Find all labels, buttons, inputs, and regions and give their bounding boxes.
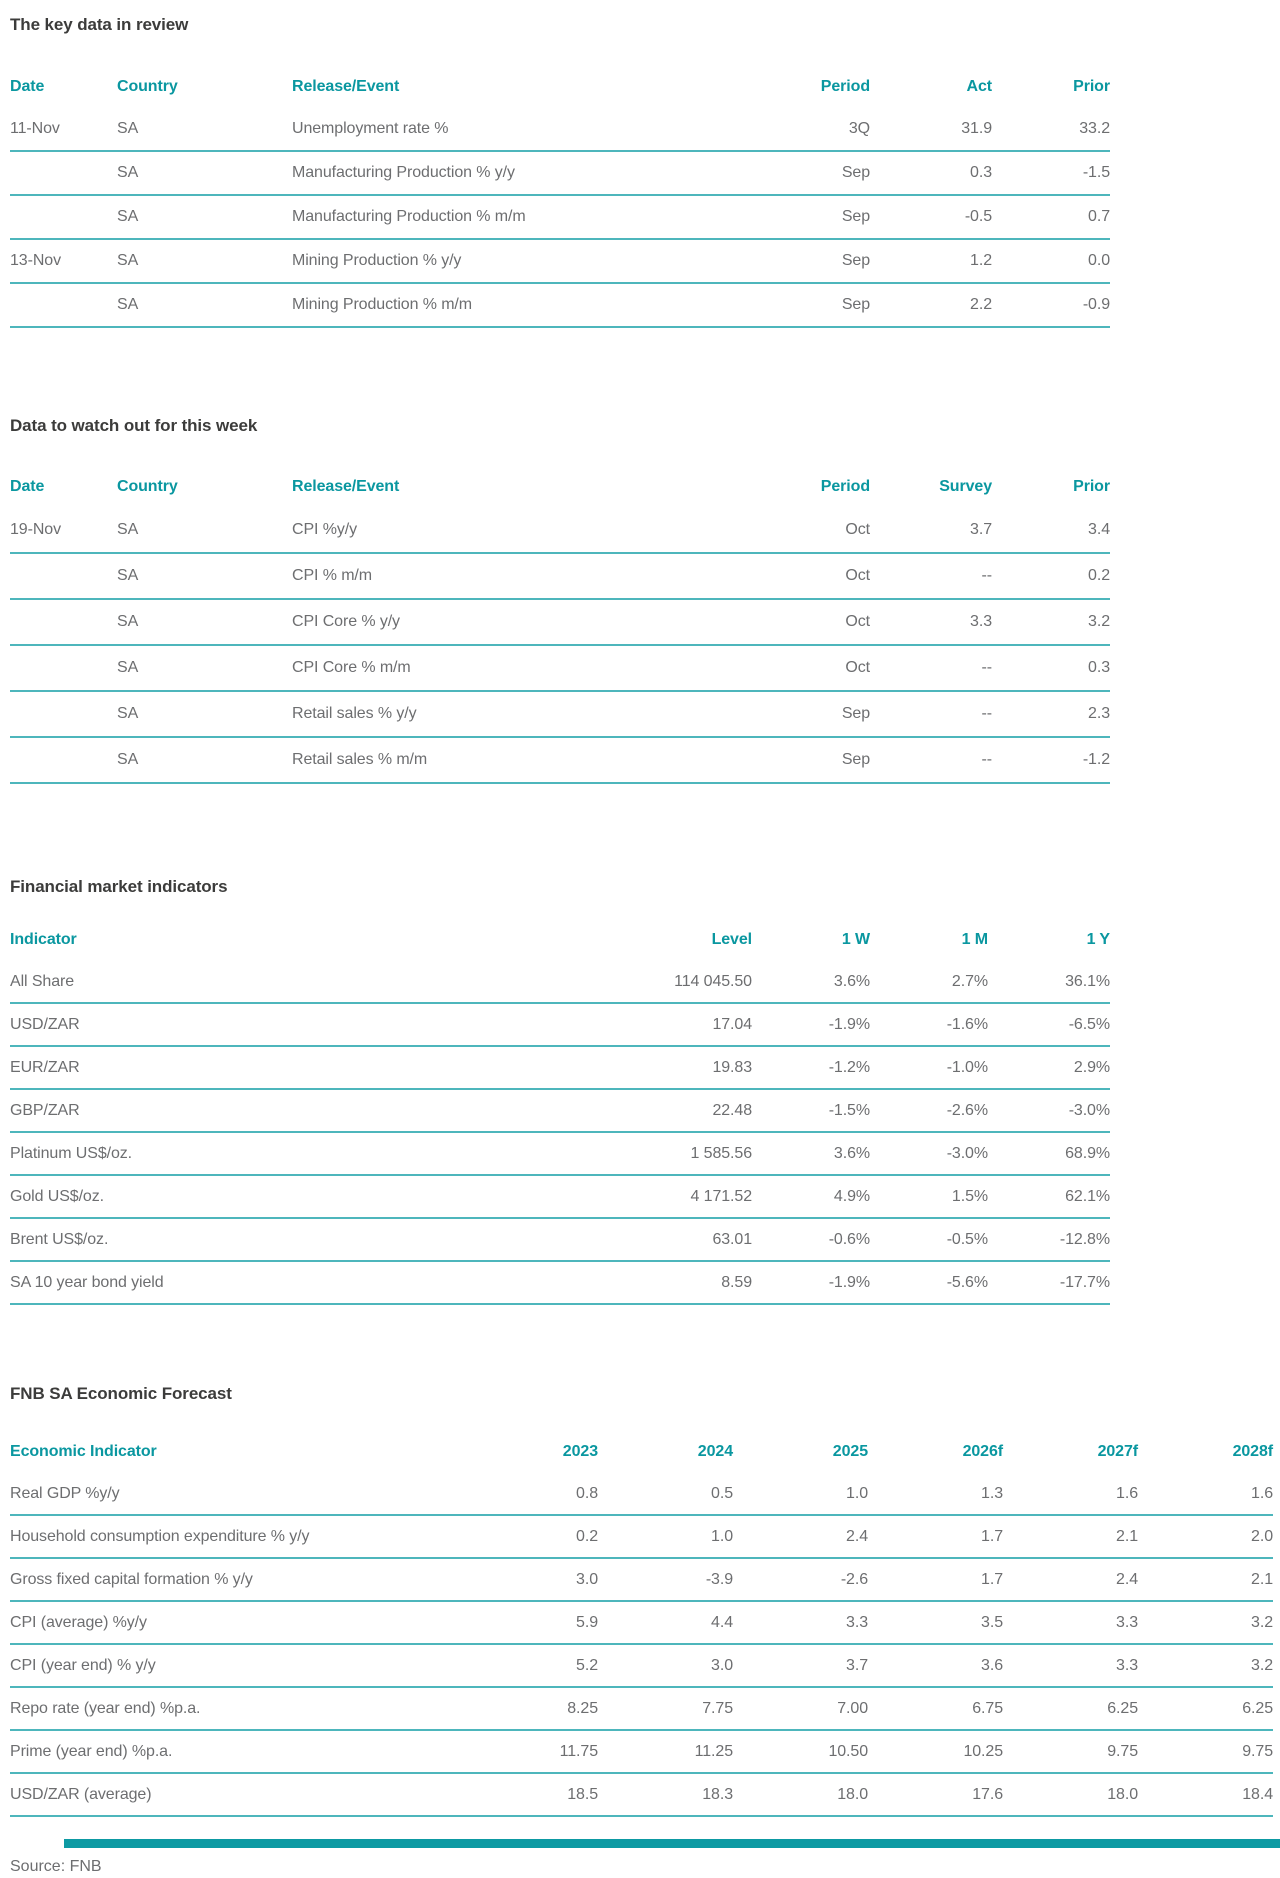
table-cell: --	[870, 737, 992, 783]
column-header: 2026f	[962, 1443, 1003, 1460]
table-cell: 1.7	[868, 1558, 1003, 1601]
table-cell: 114 045.50	[562, 961, 752, 1003]
table-cell: 2.2	[870, 283, 992, 327]
table-cell: 9.75	[1138, 1730, 1273, 1773]
table-cell: Sep	[660, 239, 870, 283]
table-cell: -1.5	[992, 151, 1110, 195]
table-cell: 11.75	[463, 1730, 598, 1773]
table-cell: 1.3	[868, 1473, 1003, 1515]
table-cell: 3.7	[733, 1644, 868, 1687]
table-cell: 33.2	[992, 108, 1110, 151]
column-header: Country	[117, 478, 178, 495]
table-cell: 11.25	[598, 1730, 733, 1773]
table-cell: 7.00	[733, 1687, 868, 1730]
table-cell: 3.6%	[752, 1132, 870, 1175]
table-cell: 1.6	[1138, 1473, 1273, 1515]
table-row	[10, 1175, 1110, 1218]
table-cell: 1.6	[1003, 1473, 1138, 1515]
header-row	[10, 66, 1110, 108]
table-cell: 5.2	[463, 1644, 598, 1687]
header-row	[10, 1431, 1273, 1473]
table-row	[10, 1473, 1273, 1515]
table-cell: -2.6%	[870, 1089, 988, 1132]
table-cell: -1.0%	[870, 1046, 988, 1089]
table-cell: Repo rate (year end) %p.a.	[10, 1687, 463, 1730]
column-header: Release/Event	[292, 78, 400, 95]
table-cell: CPI Core % y/y	[292, 599, 660, 645]
table-cell: 63.01	[562, 1218, 752, 1261]
table-cell: -2.6	[733, 1558, 868, 1601]
footer-accent-bar	[64, 1839, 1280, 1848]
table-cell: 1.0	[598, 1515, 733, 1558]
table-cell: 3.2	[1138, 1644, 1273, 1687]
table-cell: 3.3	[1003, 1644, 1138, 1687]
table-row	[10, 1046, 1110, 1089]
table-cell	[10, 151, 117, 195]
table-cell: 0.0	[992, 239, 1110, 283]
table-cell: 2.4	[1003, 1558, 1138, 1601]
table-cell: Sep	[660, 691, 870, 737]
table-cell: 18.3	[598, 1773, 733, 1816]
table-cell: SA	[117, 108, 292, 151]
table-cell: 2.3	[992, 691, 1110, 737]
table-cell: 8.25	[463, 1687, 598, 1730]
table-cell: 5.9	[463, 1601, 598, 1644]
table-row	[10, 1644, 1273, 1687]
table-cell: SA	[117, 553, 292, 599]
table-cell: 18.0	[733, 1773, 868, 1816]
table-cell: 1.5%	[870, 1175, 988, 1218]
table-cell: -3.9	[598, 1558, 733, 1601]
table-cell: 2.7%	[870, 961, 988, 1003]
column-header: 2025	[832, 1443, 868, 1460]
table-cell: 0.7	[992, 195, 1110, 239]
column-header: 1 M	[961, 931, 988, 948]
key-data-table	[10, 66, 1110, 328]
table-cell: 2.1	[1003, 1515, 1138, 1558]
table-cell: 3.4	[992, 508, 1110, 553]
table-cell: 19.83	[562, 1046, 752, 1089]
table-cell: 11-Nov	[10, 108, 117, 151]
table-cell: -0.6%	[752, 1218, 870, 1261]
table-cell	[10, 599, 117, 645]
table-cell: Mining Production % y/y	[292, 239, 660, 283]
table-cell: GBP/ZAR	[10, 1089, 562, 1132]
table-row	[10, 1089, 1110, 1132]
column-header: 2024	[697, 1443, 733, 1460]
table-cell: Retail sales % m/m	[292, 737, 660, 783]
table-row	[10, 961, 1110, 1003]
table-row	[10, 195, 1110, 239]
table-cell: 0.2	[992, 553, 1110, 599]
table-cell: 31.9	[870, 108, 992, 151]
table-cell: Oct	[660, 645, 870, 691]
column-header: Act	[966, 78, 992, 95]
table-cell: 0.3	[870, 151, 992, 195]
table-row	[10, 1730, 1273, 1773]
table-cell: 0.8	[463, 1473, 598, 1515]
table-cell: -6.5%	[988, 1003, 1110, 1046]
table-cell: SA	[117, 151, 292, 195]
column-header: Period	[820, 478, 870, 495]
table-cell: SA	[117, 599, 292, 645]
table-cell: USD/ZAR	[10, 1003, 562, 1046]
table-cell: 1 585.56	[562, 1132, 752, 1175]
table-cell: Real GDP %y/y	[10, 1473, 463, 1515]
table-cell: 10.25	[868, 1730, 1003, 1773]
table-cell: SA	[117, 691, 292, 737]
source-note: Source: FNB	[10, 1858, 102, 1875]
table-cell: SA	[117, 737, 292, 783]
table-cell	[10, 195, 117, 239]
table-cell: CPI % m/m	[292, 553, 660, 599]
table-cell: -3.0%	[988, 1089, 1110, 1132]
table-row	[10, 239, 1110, 283]
table-cell: 3.0	[598, 1644, 733, 1687]
table-cell: -0.5	[870, 195, 992, 239]
table-cell: --	[870, 691, 992, 737]
table-cell: CPI (average) %y/y	[10, 1601, 463, 1644]
table-cell: 10.50	[733, 1730, 868, 1773]
table-cell: 3.0	[463, 1558, 598, 1601]
table-row	[10, 1687, 1273, 1730]
column-header: Period	[820, 78, 870, 95]
table-cell: --	[870, 645, 992, 691]
forecast-table	[10, 1431, 1273, 1817]
table-cell: Oct	[660, 553, 870, 599]
table-cell: Brent US$/oz.	[10, 1218, 562, 1261]
table-cell: 36.1%	[988, 961, 1110, 1003]
table-cell: Mining Production % m/m	[292, 283, 660, 327]
table-cell: 3.6	[868, 1644, 1003, 1687]
table-row	[10, 1003, 1110, 1046]
section-title-forecast: FNB SA Economic Forecast	[10, 1384, 232, 1403]
table-cell: -0.5%	[870, 1218, 988, 1261]
table-cell: Prime (year end) %p.a.	[10, 1730, 463, 1773]
table-cell: Gross fixed capital formation % y/y	[10, 1558, 463, 1601]
table-cell: 3Q	[660, 108, 870, 151]
table-cell: 3.6%	[752, 961, 870, 1003]
table-cell: 0.3	[992, 645, 1110, 691]
table-cell: --	[870, 553, 992, 599]
table-cell: Platinum US$/oz.	[10, 1132, 562, 1175]
table-cell: 18.0	[1003, 1773, 1138, 1816]
table-row	[10, 508, 1110, 553]
table-cell: Household consumption expenditure % y/y	[10, 1515, 463, 1558]
watch-week-table	[10, 466, 1110, 784]
header-row	[10, 919, 1110, 961]
table-cell: USD/ZAR (average)	[10, 1773, 463, 1816]
table-cell: SA	[117, 195, 292, 239]
table-cell: All Share	[10, 961, 562, 1003]
table-cell: 4 171.52	[562, 1175, 752, 1218]
table-cell: Sep	[660, 151, 870, 195]
table-cell: SA	[117, 508, 292, 553]
table-cell: Sep	[660, 195, 870, 239]
table-row	[10, 108, 1110, 151]
table-row	[10, 1132, 1110, 1175]
table-cell: -5.6%	[870, 1261, 988, 1304]
table-cell: -1.5%	[752, 1089, 870, 1132]
table-row	[10, 1261, 1110, 1304]
table-cell: 6.25	[1003, 1687, 1138, 1730]
table-cell: 13-Nov	[10, 239, 117, 283]
table-row	[10, 1601, 1273, 1644]
table-cell: 19-Nov	[10, 508, 117, 553]
table-cell: 3.5	[868, 1601, 1003, 1644]
table-cell	[10, 283, 117, 327]
column-header: Level	[711, 931, 752, 948]
table-row	[10, 1558, 1273, 1601]
table-cell: 3.2	[992, 599, 1110, 645]
column-header: Prior	[1073, 78, 1110, 95]
table-cell: 18.4	[1138, 1773, 1273, 1816]
table-cell: 1.2	[870, 239, 992, 283]
table-cell: Gold US$/oz.	[10, 1175, 562, 1218]
table-cell: 8.59	[562, 1261, 752, 1304]
table-cell: -1.6%	[870, 1003, 988, 1046]
column-header: Country	[117, 78, 178, 95]
column-header: 2027f	[1097, 1443, 1138, 1460]
table-cell: Sep	[660, 283, 870, 327]
table-cell: 62.1%	[988, 1175, 1110, 1218]
table-cell: Manufacturing Production % y/y	[292, 151, 660, 195]
table-cell: 3.2	[1138, 1601, 1273, 1644]
table-cell: -1.9%	[752, 1003, 870, 1046]
table-cell: 1.0	[733, 1473, 868, 1515]
table-cell: 6.25	[1138, 1687, 1273, 1730]
table-row	[10, 283, 1110, 327]
table-cell: SA	[117, 239, 292, 283]
table-cell: SA	[117, 645, 292, 691]
market-indicators-table	[10, 919, 1110, 1305]
table-cell: -1.2	[992, 737, 1110, 783]
column-header: 2023	[562, 1443, 598, 1460]
table-row	[10, 737, 1110, 783]
column-header: 1 Y	[1086, 931, 1110, 948]
table-cell: 3.7	[870, 508, 992, 553]
table-row	[10, 599, 1110, 645]
table-cell: -1.9%	[752, 1261, 870, 1304]
table-cell	[10, 737, 117, 783]
table-row	[10, 645, 1110, 691]
table-cell: Manufacturing Production % m/m	[292, 195, 660, 239]
table-cell: Sep	[660, 737, 870, 783]
table-cell: -3.0%	[870, 1132, 988, 1175]
column-header: Prior	[1073, 478, 1110, 495]
table-cell	[10, 553, 117, 599]
table-cell: -1.2%	[752, 1046, 870, 1089]
column-header: 1 W	[841, 931, 870, 948]
table-cell: 17.6	[868, 1773, 1003, 1816]
table-row	[10, 553, 1110, 599]
table-cell: Retail sales % y/y	[292, 691, 660, 737]
table-row	[10, 1218, 1110, 1261]
column-header: Release/Event	[292, 478, 400, 495]
column-header: Date	[10, 478, 45, 495]
table-cell: 2.9%	[988, 1046, 1110, 1089]
table-cell: 9.75	[1003, 1730, 1138, 1773]
table-cell: SA 10 year bond yield	[10, 1261, 562, 1304]
header-row	[10, 466, 1110, 508]
table-cell: 22.48	[562, 1089, 752, 1132]
table-row	[10, 1773, 1273, 1816]
table-cell: -0.9	[992, 283, 1110, 327]
table-cell	[10, 645, 117, 691]
table-cell: Unemployment rate %	[292, 108, 660, 151]
table-row	[10, 691, 1110, 737]
table-cell: EUR/ZAR	[10, 1046, 562, 1089]
table-cell: 3.3	[1003, 1601, 1138, 1644]
column-header: Survey	[939, 478, 992, 495]
table-cell: -12.8%	[988, 1218, 1110, 1261]
table-cell: 68.9%	[988, 1132, 1110, 1175]
table-cell: 0.5	[598, 1473, 733, 1515]
table-cell: CPI Core % m/m	[292, 645, 660, 691]
table-cell: SA	[117, 283, 292, 327]
table-cell: 3.3	[870, 599, 992, 645]
section-title-watch-week: Data to watch out for this week	[10, 416, 258, 435]
table-cell: 2.4	[733, 1515, 868, 1558]
section-title-key-data: The key data in review	[10, 15, 189, 34]
table-cell: 2.0	[1138, 1515, 1273, 1558]
table-row	[10, 1515, 1273, 1558]
table-cell: 2.1	[1138, 1558, 1273, 1601]
table-cell: 0.2	[463, 1515, 598, 1558]
table-cell: 17.04	[562, 1003, 752, 1046]
column-header: Indicator	[10, 931, 77, 948]
column-header: 2028f	[1232, 1443, 1273, 1460]
table-cell: -17.7%	[988, 1261, 1110, 1304]
table-cell: Oct	[660, 508, 870, 553]
table-row	[10, 151, 1110, 195]
section-title-market-indicators: Financial market indicators	[10, 877, 228, 896]
table-cell: Oct	[660, 599, 870, 645]
table-cell: 7.75	[598, 1687, 733, 1730]
column-header: Date	[10, 78, 45, 95]
column-header: Economic Indicator	[10, 1443, 157, 1460]
table-cell: 4.4	[598, 1601, 733, 1644]
table-cell: 18.5	[463, 1773, 598, 1816]
table-cell	[10, 691, 117, 737]
table-cell: 6.75	[868, 1687, 1003, 1730]
table-cell: CPI %y/y	[292, 508, 660, 553]
table-cell: CPI (year end) % y/y	[10, 1644, 463, 1687]
table-cell: 3.3	[733, 1601, 868, 1644]
table-cell: 1.7	[868, 1515, 1003, 1558]
table-cell: 4.9%	[752, 1175, 870, 1218]
